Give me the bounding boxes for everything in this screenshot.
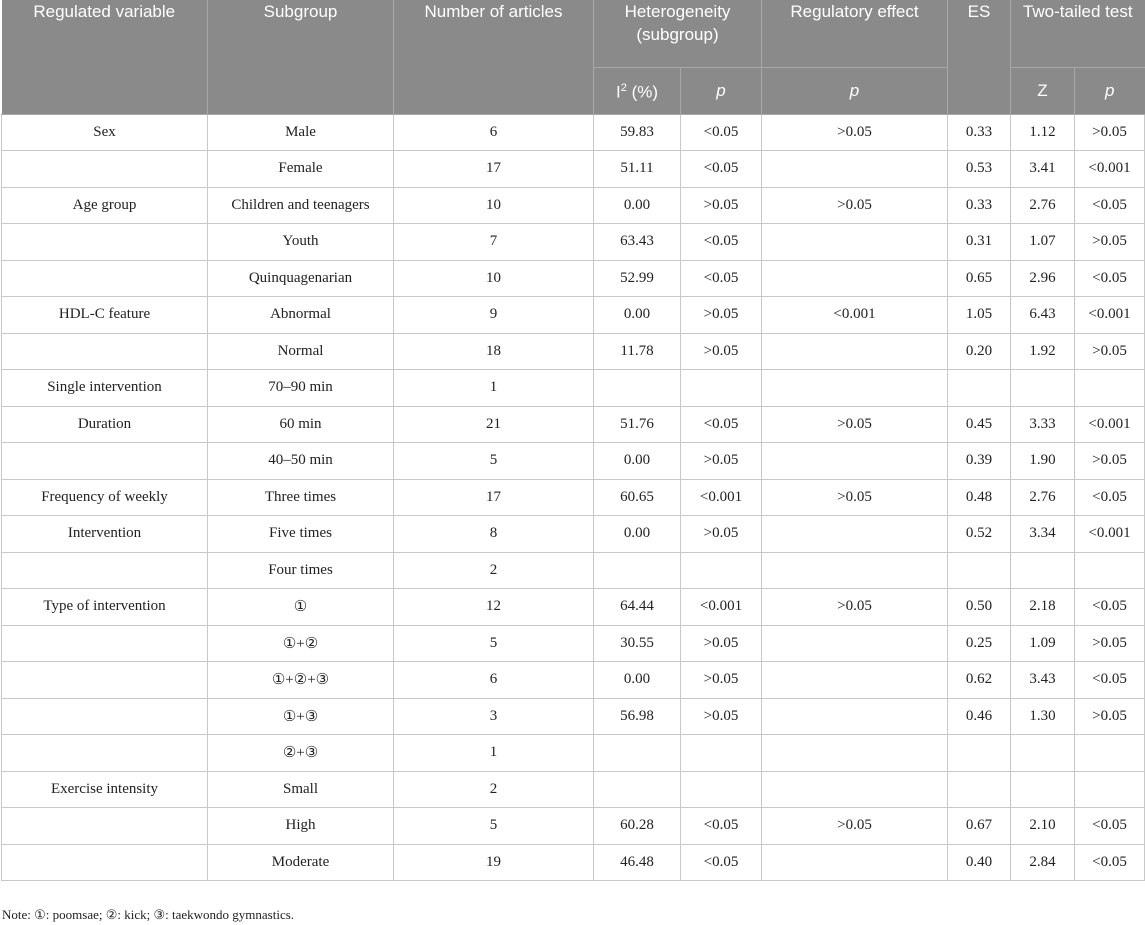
cell-es: 0.45	[948, 406, 1011, 443]
cell-i2: 0.00	[594, 443, 681, 480]
cell-subgroup: High	[208, 808, 394, 845]
cell-two-tailed-p: <0.05	[1075, 844, 1145, 881]
cell-regulatory-effect-p	[762, 260, 948, 297]
cell-z: 1.12	[1011, 114, 1075, 151]
cell-regulatory-effect-p: >0.05	[762, 589, 948, 626]
cell-two-tailed-p: >0.05	[1075, 443, 1145, 480]
cell-number-of-articles: 1	[394, 735, 594, 772]
cell-subgroup: ①+②	[208, 625, 394, 662]
cell-two-tailed-p: <0.05	[1075, 662, 1145, 699]
table-row	[2, 260, 1145, 297]
cell-z: 2.84	[1011, 844, 1075, 881]
cell-regulatory-effect-p	[762, 735, 948, 772]
cell-two-tailed-p: <0.001	[1075, 297, 1145, 334]
table-row	[2, 771, 1145, 808]
cell-regulatory-effect-p	[762, 370, 948, 407]
cell-number-of-articles: 18	[394, 333, 594, 370]
cell-number-of-articles: 1	[394, 370, 594, 407]
cell-i2: 60.28	[594, 808, 681, 845]
cell-regulatory-effect-p: >0.05	[762, 187, 948, 224]
cell-es: 0.67	[948, 808, 1011, 845]
cell-regulated-variable	[2, 662, 208, 699]
cell-z: 6.43	[1011, 297, 1075, 334]
cell-z: 1.07	[1011, 224, 1075, 261]
cell-regulated-variable: HDL-C feature	[2, 297, 208, 334]
header-subgroup: Subgroup	[208, 0, 394, 114]
table-row	[2, 808, 1145, 845]
cell-regulated-variable	[2, 625, 208, 662]
header-p-label: p	[849, 81, 860, 100]
table-row	[2, 735, 1145, 772]
table-row	[2, 625, 1145, 662]
cell-number-of-articles: 12	[394, 589, 594, 626]
cell-two-tailed-p	[1075, 552, 1145, 589]
cell-z: 3.33	[1011, 406, 1075, 443]
cell-i2: 46.48	[594, 844, 681, 881]
header-regulatory-p	[762, 67, 948, 114]
cell-number-of-articles: 10	[394, 260, 594, 297]
cell-number-of-articles: 5	[394, 625, 594, 662]
cell-heterogeneity-p: <0.05	[681, 808, 762, 845]
cell-number-of-articles: 10	[394, 187, 594, 224]
table-row	[2, 516, 1145, 553]
cell-es: 0.20	[948, 333, 1011, 370]
cell-regulatory-effect-p	[762, 844, 948, 881]
cell-two-tailed-p	[1075, 735, 1145, 772]
cell-two-tailed-p: <0.001	[1075, 406, 1145, 443]
header-heterogeneity-p	[681, 67, 762, 114]
cell-i2: 64.44	[594, 589, 681, 626]
cell-two-tailed-p: >0.05	[1075, 224, 1145, 261]
cell-subgroup: Male	[208, 114, 394, 151]
table-row	[2, 187, 1145, 224]
header-es: ES	[948, 0, 1011, 114]
cell-regulated-variable	[2, 224, 208, 261]
cell-es: 0.50	[948, 589, 1011, 626]
cell-subgroup: 60 min	[208, 406, 394, 443]
cell-regulated-variable: Single intervention	[2, 370, 208, 407]
cell-subgroup: 70–90 min	[208, 370, 394, 407]
cell-two-tailed-p: >0.05	[1075, 625, 1145, 662]
cell-heterogeneity-p: >0.05	[681, 297, 762, 334]
meta-analysis-table	[1, 0, 1145, 881]
cell-regulated-variable: Frequency of weekly	[2, 479, 208, 516]
cell-subgroup: Female	[208, 151, 394, 188]
table-row	[2, 333, 1145, 370]
cell-regulated-variable: Type of intervention	[2, 589, 208, 626]
cell-regulatory-effect-p: >0.05	[762, 479, 948, 516]
table-row	[2, 406, 1145, 443]
table-row	[2, 151, 1145, 188]
cell-i2	[594, 771, 681, 808]
cell-two-tailed-p: <0.001	[1075, 151, 1145, 188]
header-number-of-articles: Number of articles	[394, 0, 594, 114]
cell-number-of-articles: 17	[394, 479, 594, 516]
cell-regulated-variable: Sex	[2, 114, 208, 151]
cell-regulatory-effect-p	[762, 516, 948, 553]
cell-i2: 0.00	[594, 516, 681, 553]
cell-i2: 11.78	[594, 333, 681, 370]
cell-regulated-variable: Intervention	[2, 516, 208, 553]
cell-heterogeneity-p: <0.05	[681, 151, 762, 188]
cell-two-tailed-p: >0.05	[1075, 698, 1145, 735]
cell-number-of-articles: 2	[394, 552, 594, 589]
cell-regulatory-effect-p: >0.05	[762, 808, 948, 845]
cell-heterogeneity-p: <0.05	[681, 260, 762, 297]
cell-two-tailed-p	[1075, 370, 1145, 407]
cell-regulated-variable	[2, 260, 208, 297]
cell-es: 0.48	[948, 479, 1011, 516]
cell-subgroup: Three times	[208, 479, 394, 516]
cell-regulatory-effect-p	[762, 698, 948, 735]
cell-es: 0.33	[948, 114, 1011, 151]
cell-heterogeneity-p: >0.05	[681, 333, 762, 370]
cell-es: 0.31	[948, 224, 1011, 261]
cell-es: 1.05	[948, 297, 1011, 334]
cell-regulated-variable	[2, 151, 208, 188]
table-row	[2, 844, 1145, 881]
cell-regulated-variable	[2, 698, 208, 735]
cell-z: 2.96	[1011, 260, 1075, 297]
cell-heterogeneity-p	[681, 370, 762, 407]
header-two-tailed-test: Two-tailed test	[1011, 0, 1145, 67]
cell-i2: 59.83	[594, 114, 681, 151]
cell-heterogeneity-p	[681, 735, 762, 772]
cell-subgroup: ②+③	[208, 735, 394, 772]
header-i2-unit: (%)	[626, 82, 659, 102]
cell-i2: 60.65	[594, 479, 681, 516]
cell-number-of-articles: 2	[394, 771, 594, 808]
cell-es: 0.25	[948, 625, 1011, 662]
cell-subgroup: Children and teenagers	[208, 187, 394, 224]
cell-heterogeneity-p: <0.05	[681, 406, 762, 443]
cell-subgroup: Moderate	[208, 844, 394, 881]
cell-heterogeneity-p: >0.05	[681, 662, 762, 699]
cell-regulatory-effect-p	[762, 333, 948, 370]
table-body	[2, 114, 1145, 881]
cell-i2: 0.00	[594, 187, 681, 224]
cell-z	[1011, 771, 1075, 808]
cell-number-of-articles: 17	[394, 151, 594, 188]
cell-z: 1.09	[1011, 625, 1075, 662]
header-p-label: p	[1105, 81, 1115, 100]
cell-es	[948, 552, 1011, 589]
cell-i2: 63.43	[594, 224, 681, 261]
cell-number-of-articles: 19	[394, 844, 594, 881]
header-z: Z	[1011, 67, 1075, 114]
cell-z: 3.41	[1011, 151, 1075, 188]
header-regulated-variable: Regulated variable	[2, 0, 208, 114]
cell-z: 2.18	[1011, 589, 1075, 626]
cell-es: 0.39	[948, 443, 1011, 480]
cell-number-of-articles: 21	[394, 406, 594, 443]
cell-subgroup: Five times	[208, 516, 394, 553]
cell-subgroup: Youth	[208, 224, 394, 261]
cell-es	[948, 735, 1011, 772]
table-row	[2, 224, 1145, 261]
cell-regulated-variable	[2, 808, 208, 845]
cell-regulated-variable	[2, 844, 208, 881]
table-row	[2, 443, 1145, 480]
table-row	[2, 114, 1145, 151]
cell-regulated-variable: Exercise intensity	[2, 771, 208, 808]
header-regulatory-effect: Regulatory effect	[762, 0, 948, 67]
cell-heterogeneity-p: >0.05	[681, 187, 762, 224]
cell-i2	[594, 735, 681, 772]
cell-subgroup: ①+③	[208, 698, 394, 735]
cell-number-of-articles: 3	[394, 698, 594, 735]
cell-regulated-variable	[2, 552, 208, 589]
cell-heterogeneity-p: <0.05	[681, 224, 762, 261]
cell-heterogeneity-p	[681, 552, 762, 589]
cell-two-tailed-p: <0.05	[1075, 260, 1145, 297]
cell-number-of-articles: 7	[394, 224, 594, 261]
cell-es	[948, 771, 1011, 808]
cell-regulated-variable	[2, 333, 208, 370]
cell-regulatory-effect-p	[762, 443, 948, 480]
cell-es: 0.40	[948, 844, 1011, 881]
cell-i2: 0.00	[594, 297, 681, 334]
cell-i2	[594, 552, 681, 589]
cell-z: 2.76	[1011, 479, 1075, 516]
cell-z: 2.76	[1011, 187, 1075, 224]
cell-es: 0.46	[948, 698, 1011, 735]
cell-regulatory-effect-p	[762, 224, 948, 261]
cell-regulated-variable: Age group	[2, 187, 208, 224]
table-row	[2, 698, 1145, 735]
cell-subgroup: ①+②+③	[208, 662, 394, 699]
cell-subgroup: Abnormal	[208, 297, 394, 334]
table-row	[2, 552, 1145, 589]
cell-i2: 51.11	[594, 151, 681, 188]
cell-z: 1.30	[1011, 698, 1075, 735]
cell-z	[1011, 370, 1075, 407]
cell-heterogeneity-p: <0.05	[681, 844, 762, 881]
cell-two-tailed-p: >0.05	[1075, 114, 1145, 151]
header-two-tailed-p	[1075, 67, 1145, 114]
cell-heterogeneity-p: <0.001	[681, 479, 762, 516]
cell-subgroup: 40–50 min	[208, 443, 394, 480]
cell-two-tailed-p: <0.05	[1075, 808, 1145, 845]
cell-i2: 56.98	[594, 698, 681, 735]
table-row	[2, 662, 1145, 699]
cell-subgroup: ①	[208, 589, 394, 626]
cell-subgroup: Quinquagenarian	[208, 260, 394, 297]
cell-two-tailed-p: >0.05	[1075, 333, 1145, 370]
table-row	[2, 297, 1145, 334]
table-row	[2, 589, 1145, 626]
cell-z: 3.43	[1011, 662, 1075, 699]
cell-regulatory-effect-p: <0.001	[762, 297, 948, 334]
cell-two-tailed-p: <0.05	[1075, 187, 1145, 224]
cell-z	[1011, 552, 1075, 589]
cell-regulatory-effect-p	[762, 662, 948, 699]
cell-z: 1.90	[1011, 443, 1075, 480]
header-p-label: p	[716, 81, 726, 100]
header-i2	[594, 67, 681, 114]
cell-number-of-articles: 6	[394, 662, 594, 699]
cell-es	[948, 370, 1011, 407]
cell-i2: 52.99	[594, 260, 681, 297]
cell-two-tailed-p: <0.05	[1075, 589, 1145, 626]
cell-es: 0.53	[948, 151, 1011, 188]
cell-i2: 51.76	[594, 406, 681, 443]
cell-two-tailed-p	[1075, 771, 1145, 808]
cell-z: 1.92	[1011, 333, 1075, 370]
cell-z: 2.10	[1011, 808, 1075, 845]
cell-heterogeneity-p: >0.05	[681, 443, 762, 480]
cell-number-of-articles: 5	[394, 808, 594, 845]
cell-regulated-variable	[2, 735, 208, 772]
cell-i2: 30.55	[594, 625, 681, 662]
cell-heterogeneity-p	[681, 771, 762, 808]
cell-regulated-variable: Duration	[2, 406, 208, 443]
header-i2-sup: 2	[620, 82, 627, 95]
cell-es: 0.62	[948, 662, 1011, 699]
header-i2-base: I	[615, 82, 621, 102]
header-heterogeneity: Heterogeneity (subgroup)	[594, 0, 762, 67]
cell-i2: 0.00	[594, 662, 681, 699]
cell-regulated-variable	[2, 443, 208, 480]
table-header	[2, 0, 1145, 114]
cell-z: 3.34	[1011, 516, 1075, 553]
table-row	[2, 370, 1145, 407]
cell-heterogeneity-p: >0.05	[681, 516, 762, 553]
cell-heterogeneity-p: >0.05	[681, 625, 762, 662]
cell-subgroup: Normal	[208, 333, 394, 370]
cell-subgroup: Small	[208, 771, 394, 808]
cell-i2	[594, 370, 681, 407]
table-row	[2, 479, 1145, 516]
cell-regulatory-effect-p	[762, 625, 948, 662]
cell-regulatory-effect-p	[762, 552, 948, 589]
cell-number-of-articles: 6	[394, 114, 594, 151]
cell-es: 0.52	[948, 516, 1011, 553]
cell-number-of-articles: 5	[394, 443, 594, 480]
cell-regulatory-effect-p: >0.05	[762, 406, 948, 443]
cell-heterogeneity-p: <0.001	[681, 589, 762, 626]
cell-z	[1011, 735, 1075, 772]
cell-regulatory-effect-p	[762, 771, 948, 808]
cell-heterogeneity-p: >0.05	[681, 698, 762, 735]
cell-number-of-articles: 9	[394, 297, 594, 334]
cell-number-of-articles: 8	[394, 516, 594, 553]
cell-subgroup: Four times	[208, 552, 394, 589]
cell-es: 0.33	[948, 187, 1011, 224]
table-note: Note: ①: poomsae; ②: kick; ③: taekwondo gymnastics.	[2, 907, 295, 922]
cell-es: 0.65	[948, 260, 1011, 297]
cell-two-tailed-p: <0.05	[1075, 479, 1145, 516]
cell-regulatory-effect-p: >0.05	[762, 114, 948, 151]
cell-heterogeneity-p: <0.05	[681, 114, 762, 151]
cell-two-tailed-p: <0.001	[1075, 516, 1145, 553]
cell-regulatory-effect-p	[762, 151, 948, 188]
